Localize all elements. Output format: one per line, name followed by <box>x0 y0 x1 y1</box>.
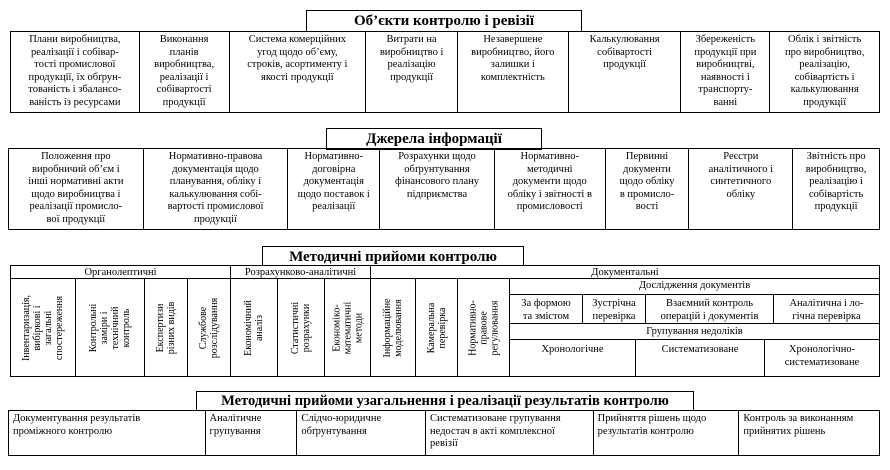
group-organoleptic: Органолептичні <box>10 265 231 279</box>
doc-research-title: Дослідження документів <box>509 278 880 292</box>
method-inventory-label: Інвентаризація, вибіркові і загальні спостереження <box>21 294 65 361</box>
source-item: Первинні документи щодо обліку в промисло- вості <box>606 149 690 229</box>
method-expertise <box>144 278 188 377</box>
result-item: Прийняття рішень щодо результатів контролю <box>594 411 740 455</box>
result-item: Аналітичне групування <box>206 411 298 455</box>
source-item: Нормативно-правова документація щодо планування, обліку і калькулювання собі- вартості промислової продукції <box>144 149 289 229</box>
object-item: Облік і звітність про виробництво, реалізацію, собівартість і калькулювання продукції <box>784 34 865 108</box>
grouping-item: Хронологічно- систематизоване <box>764 339 880 377</box>
result-item: Слідчо-юридичне обґрунтування <box>297 411 426 455</box>
method-econ-math <box>324 278 371 377</box>
object-item: Витрати на виробництво і реалізацію продукції <box>366 32 458 112</box>
section-objects-title: Об’єкти контролю і ревізії <box>306 10 582 32</box>
object-item: Виконання планів виробництва, реалізації і собівартості продукції <box>140 32 230 112</box>
method-control-measure <box>75 278 145 377</box>
section-sources-title: Джерела інформації <box>326 128 542 150</box>
method-desk-audit <box>415 278 458 377</box>
result-item: Документування результатів проміжного контролю <box>9 411 206 455</box>
grouping-title: Групування недоліків <box>509 323 880 340</box>
group-calc-analytic: Розрахунково-аналітичні <box>230 265 371 279</box>
doc-check-item: За формою та змістом <box>509 294 583 324</box>
source-item: Звітність про виробництво, реалізацію і собівартість продукції <box>805 151 867 212</box>
grouping-item: Хронологічне <box>509 339 636 377</box>
method-regulation-label: Нормативно- правове регулювання <box>467 299 500 356</box>
source-item: Розрахунки щодо обґрунтування фінансового плану підприємства <box>380 149 495 229</box>
result-item: Контроль за виконанням прийнятих рішень <box>743 413 854 437</box>
doc-check-item: Взаємний контроль операцій і документів <box>645 294 774 324</box>
object-item: Незавершене виробництво, його залишки і комплектність <box>458 32 569 112</box>
method-desk-audit-label: Камеральна перевірка <box>425 302 448 353</box>
method-inventory <box>10 278 76 377</box>
method-info-modeling-label: Інформаційне моделювання <box>382 298 404 357</box>
method-economic-analysis <box>230 278 278 377</box>
objects-row <box>10 31 880 113</box>
method-expertise-label: Експертизи різних видів <box>155 301 177 354</box>
method-investigation-label: Службове розслідування <box>198 297 220 358</box>
result-item: Систематизоване групування недостач в акті комплексної ревізії <box>426 411 594 455</box>
method-regulation <box>457 278 510 377</box>
sources-row <box>8 148 880 230</box>
grouping-item: Систематизоване <box>635 339 765 377</box>
object-item: Система комерційних угод щодо об’єму, строків, асортименту і якості продукції <box>230 32 367 112</box>
method-econ-math-label: Економіко- математичні методи <box>331 301 364 354</box>
method-economic-analysis-label: Економічний аналіз <box>243 299 265 356</box>
method-statistical-label: Статистичні розрахунки <box>290 301 312 354</box>
source-item: Нормативно- методичні документи щодо обліку і звітності в промисловості <box>495 149 606 229</box>
method-statistical <box>277 278 325 377</box>
method-control-measure-label: Контрольні заміри і технічний контроль <box>88 303 132 352</box>
group-documentary: Документальні <box>370 265 880 279</box>
object-item: Збереженість продукції при виробництві, наявності і транспорту- ванні <box>681 32 770 112</box>
doc-check-item: Аналітична і ло- гічна перевірка <box>773 294 880 324</box>
doc-check-item: Зустрічна перевірка <box>582 294 646 324</box>
section-results-title: Методичні прийоми узагальнення і реалізації результатів контролю <box>196 391 694 411</box>
source-item: Нормативно- договірна документація щодо поставок і реалізації <box>288 149 380 229</box>
section-methods-title: Методичні прийоми контролю <box>262 246 524 266</box>
method-investigation <box>187 278 231 377</box>
object-item: Калькулювання собівартості продукції <box>569 32 682 112</box>
results-row <box>8 410 880 456</box>
source-item: Реєстри аналітичного і синтетичного обліку <box>689 149 793 229</box>
method-info-modeling <box>370 278 416 377</box>
source-item: Положення про виробничий об’єм і інші нормативні акти щодо виробництва і реалізації промисло- вої продукції <box>9 149 144 229</box>
object-item: Плани виробництва, реалізації і собівар- тості промислової продукції, їх обґрун- тованість і збалансо- ваність із ресурсами <box>11 32 140 112</box>
